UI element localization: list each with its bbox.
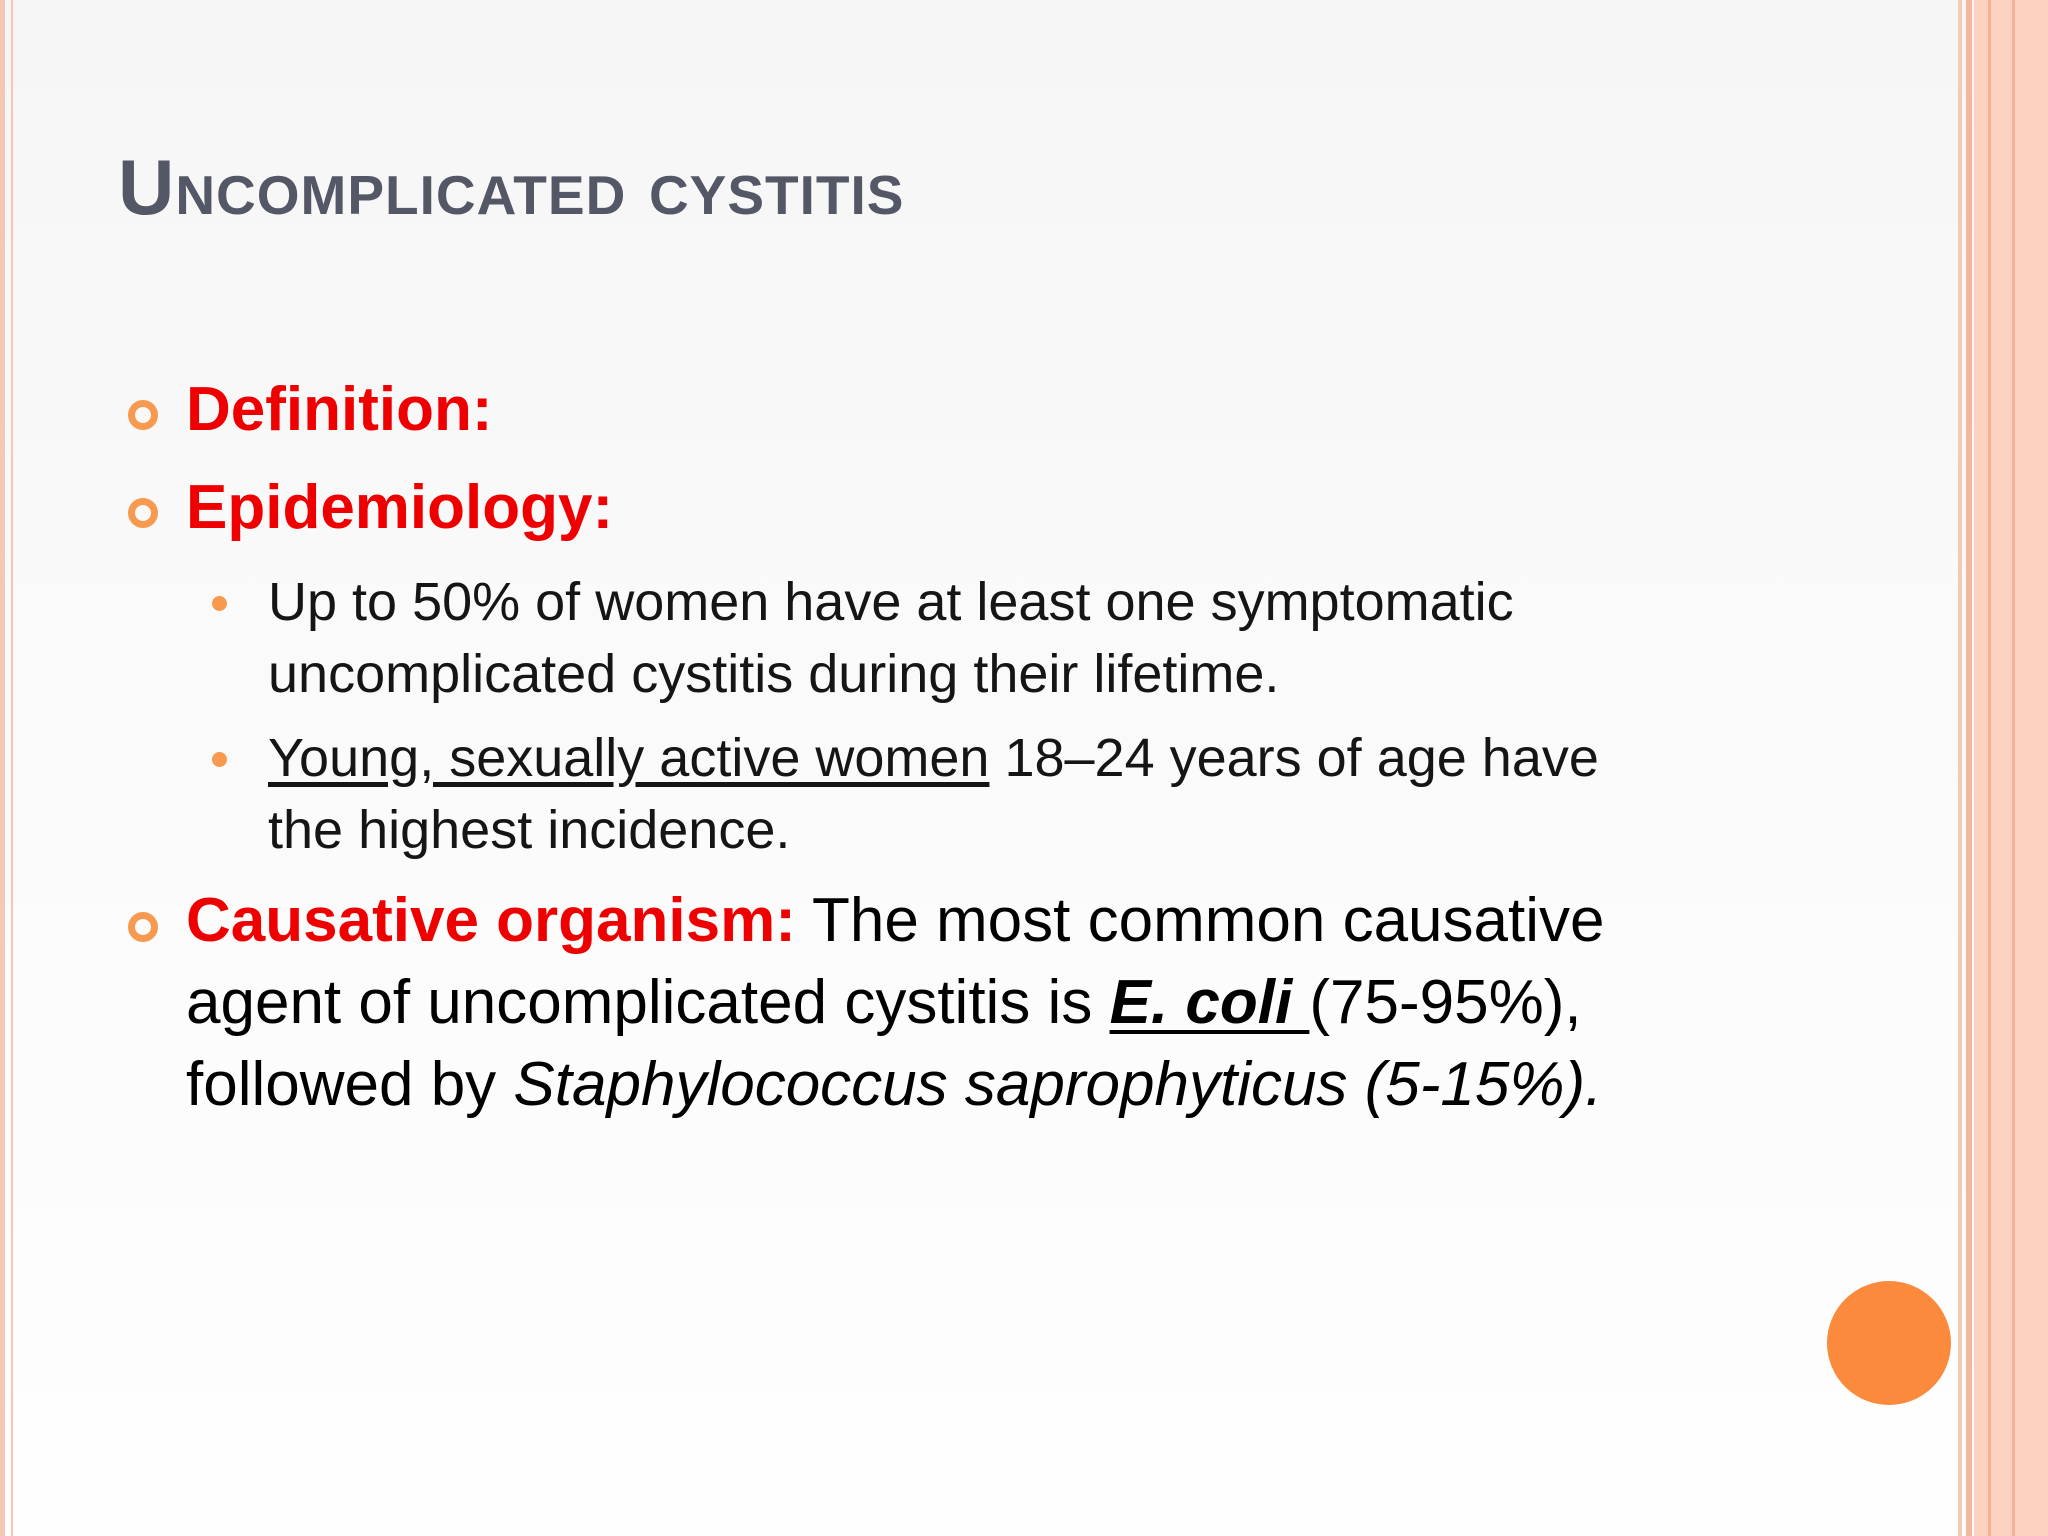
ring-bullet-icon [128,912,158,942]
decorative-orange-circle [1827,1281,1951,1405]
causative-line-2 [186,962,1766,1044]
ecoli-emphasis: E. coli [1109,968,1310,1037]
causative-text: agent of uncomplicated cystitis is [186,968,1110,1037]
right-panel-line [1988,0,1991,1536]
causative-text: followed by [186,1050,514,1119]
causative-line-3 [186,1044,1766,1126]
ring-bullet-icon [128,400,158,430]
left-border-stripe-thin [11,0,13,1536]
bullet-causative-organism [126,880,1766,1126]
left-border-stripe [0,0,5,1536]
underlined-phrase: Young, sexually active women [268,728,990,788]
right-border-panel [1974,0,2048,1536]
causative-text: The most common causative [795,886,1605,955]
staph-italic-text: Staphylococcus saprophyticus (5-15%). [513,1050,1603,1119]
sub-bullet-prevalence [126,566,1766,710]
right-panel-line [2012,0,2015,1536]
dot-bullet-icon [212,596,227,611]
sub-bullet-text: Up to 50% of women have at least one symptomatic [268,572,1514,632]
sub-bullet-line [268,722,1766,794]
ring-bullet-icon [128,498,158,528]
sub-bullet-incidence [126,722,1766,866]
slide-title: Uncomplicated cystitis [118,143,905,231]
sub-bullet-text: 18–24 years of age have [989,728,1599,788]
right-border-stripe-thin [1958,0,1962,1536]
bullet-definition [126,370,1766,450]
definition-label: Definition: [186,375,493,444]
causative-text: (75-95%), [1309,968,1582,1037]
right-border-stripe [1966,0,1972,1536]
sub-bullet-text: uncomplicated cystitis during their lifetime. [268,644,1280,704]
epidemiology-label: Epidemiology: [186,473,614,542]
causative-label: Causative organism: [186,886,796,955]
slide-content [126,370,1766,1126]
dot-bullet-icon [212,752,227,767]
bullet-epidemiology [126,468,1766,548]
sub-bullet-text: the highest incidence. [268,800,791,860]
causative-line-1 [186,880,1766,962]
